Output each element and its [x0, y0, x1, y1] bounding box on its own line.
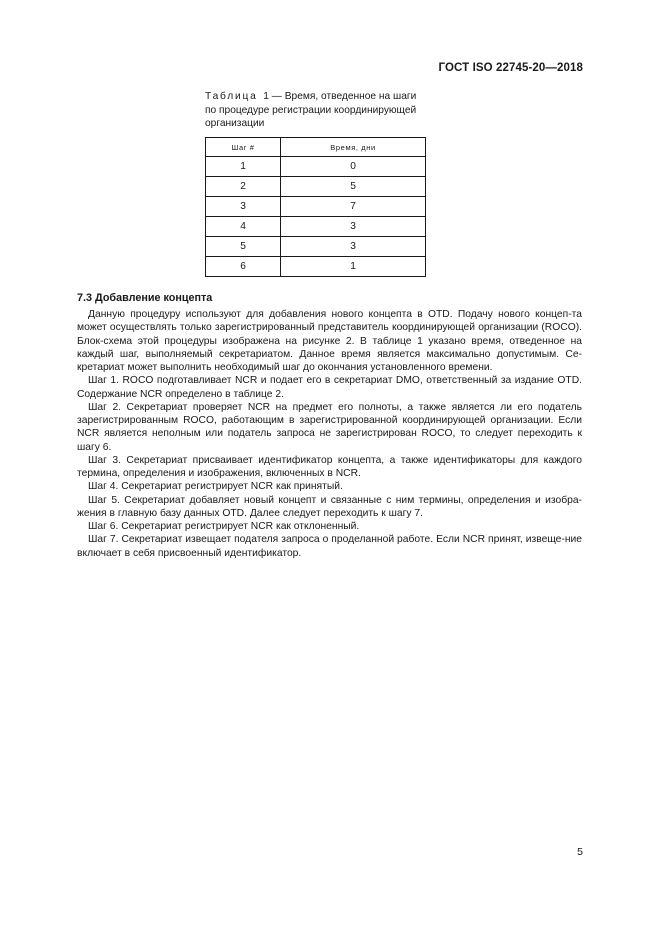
- column-header-time: Время, дни: [281, 138, 426, 157]
- table-caption: [205, 90, 430, 131]
- page-number: 5: [577, 846, 583, 858]
- table-header-row: [206, 138, 426, 157]
- paragraph-step-2: Шаг 2. Секретариат проверяет NCR на предмет его полноты, а также является ли его податель зарегистрированным ROCO, работающим в зарегистрированной координирующей организации. Если NCR является неполным или податель запроса не зарегистрирован ROCO, то следует переходить к шагу 6.: [77, 401, 582, 453]
- table-cell-step: 5: [206, 237, 281, 257]
- table-caption-label: Таблица: [205, 91, 258, 102]
- section-title: 7.3 Добавление концепта: [77, 292, 213, 304]
- document-code: ГОСТ ISO 22745-20—2018: [438, 62, 583, 74]
- table-cell-step: 1: [206, 157, 281, 177]
- paragraph-step-3: Шаг 3. Секретариат присваивает идентификатор концепта, а также идентификаторы для каждого термина, определения и изображения, включенных в NCR.: [77, 454, 582, 479]
- table-caption-number: 1: [263, 91, 269, 102]
- table-row: [206, 177, 426, 197]
- table-cell-time: 5: [281, 177, 426, 197]
- paragraph-step-6: Шаг 6. Секретариат регистрирует NCR как отклоненный.: [88, 521, 360, 532]
- table-cell-time: 3: [281, 237, 426, 257]
- table-cell-time: 7: [281, 197, 426, 217]
- table-cell-time: 3: [281, 217, 426, 237]
- table-cell-step: 6: [206, 257, 281, 277]
- table-row: [206, 257, 426, 277]
- table-caption-text: — Время, отведенное на шаги по процедуре регистрации координирующей организации: [205, 91, 417, 129]
- paragraph-intro: Данную процедуру используют для добавления нового концепта в OTD. Подачу нового концеп-та может осуществлять только зарегистрированный представитель координирующей организации (ROCO). Блок-схема этой процедуры изображена на рисунке 2. В таблице 1 указано время, отведенное на каждый шаг, выполняемый секретариатом. Данное время является максимально допустимым. Се-кретариат может выполнить необходимый шаг до окончания установленного времени.: [77, 309, 582, 373]
- paragraph-step-7: Шаг 7. Секретариат извещает подателя запроса о проделанной работе. Если NCR принят, извеще-ние включает в себя присвоенный идентификатор.: [77, 534, 582, 559]
- paragraph-step-4: Шаг 4. Секретариат регистрирует NCR как принятый.: [88, 481, 343, 493]
- table-cell-step: 4: [206, 217, 281, 237]
- section-body: [77, 308, 582, 560]
- table-row: [206, 217, 426, 237]
- table-cell-time: 0: [281, 157, 426, 177]
- steps-time-table: [205, 137, 426, 277]
- paragraph-step-5: Шаг 5. Секретариат добавляет новый концепт и связанные с ним термины, определения и изобра-жения в главную базу данных OTD. Далее следует переходить к шагу 7.: [77, 494, 582, 519]
- table-row: [206, 157, 426, 177]
- table-cell-step: 2: [206, 177, 281, 197]
- table-row: [206, 197, 426, 217]
- paragraph-step-1: Шаг 1. ROCO подготавливает NCR и подает его в секретариат DMO, ответственный за издание OTD. Содержание NCR определено в таблице 2.: [77, 375, 582, 400]
- table-cell-step: 3: [206, 197, 281, 217]
- column-header-step: Шаг #: [206, 138, 281, 157]
- table-cell-time: 1: [281, 257, 426, 277]
- table-row: [206, 237, 426, 257]
